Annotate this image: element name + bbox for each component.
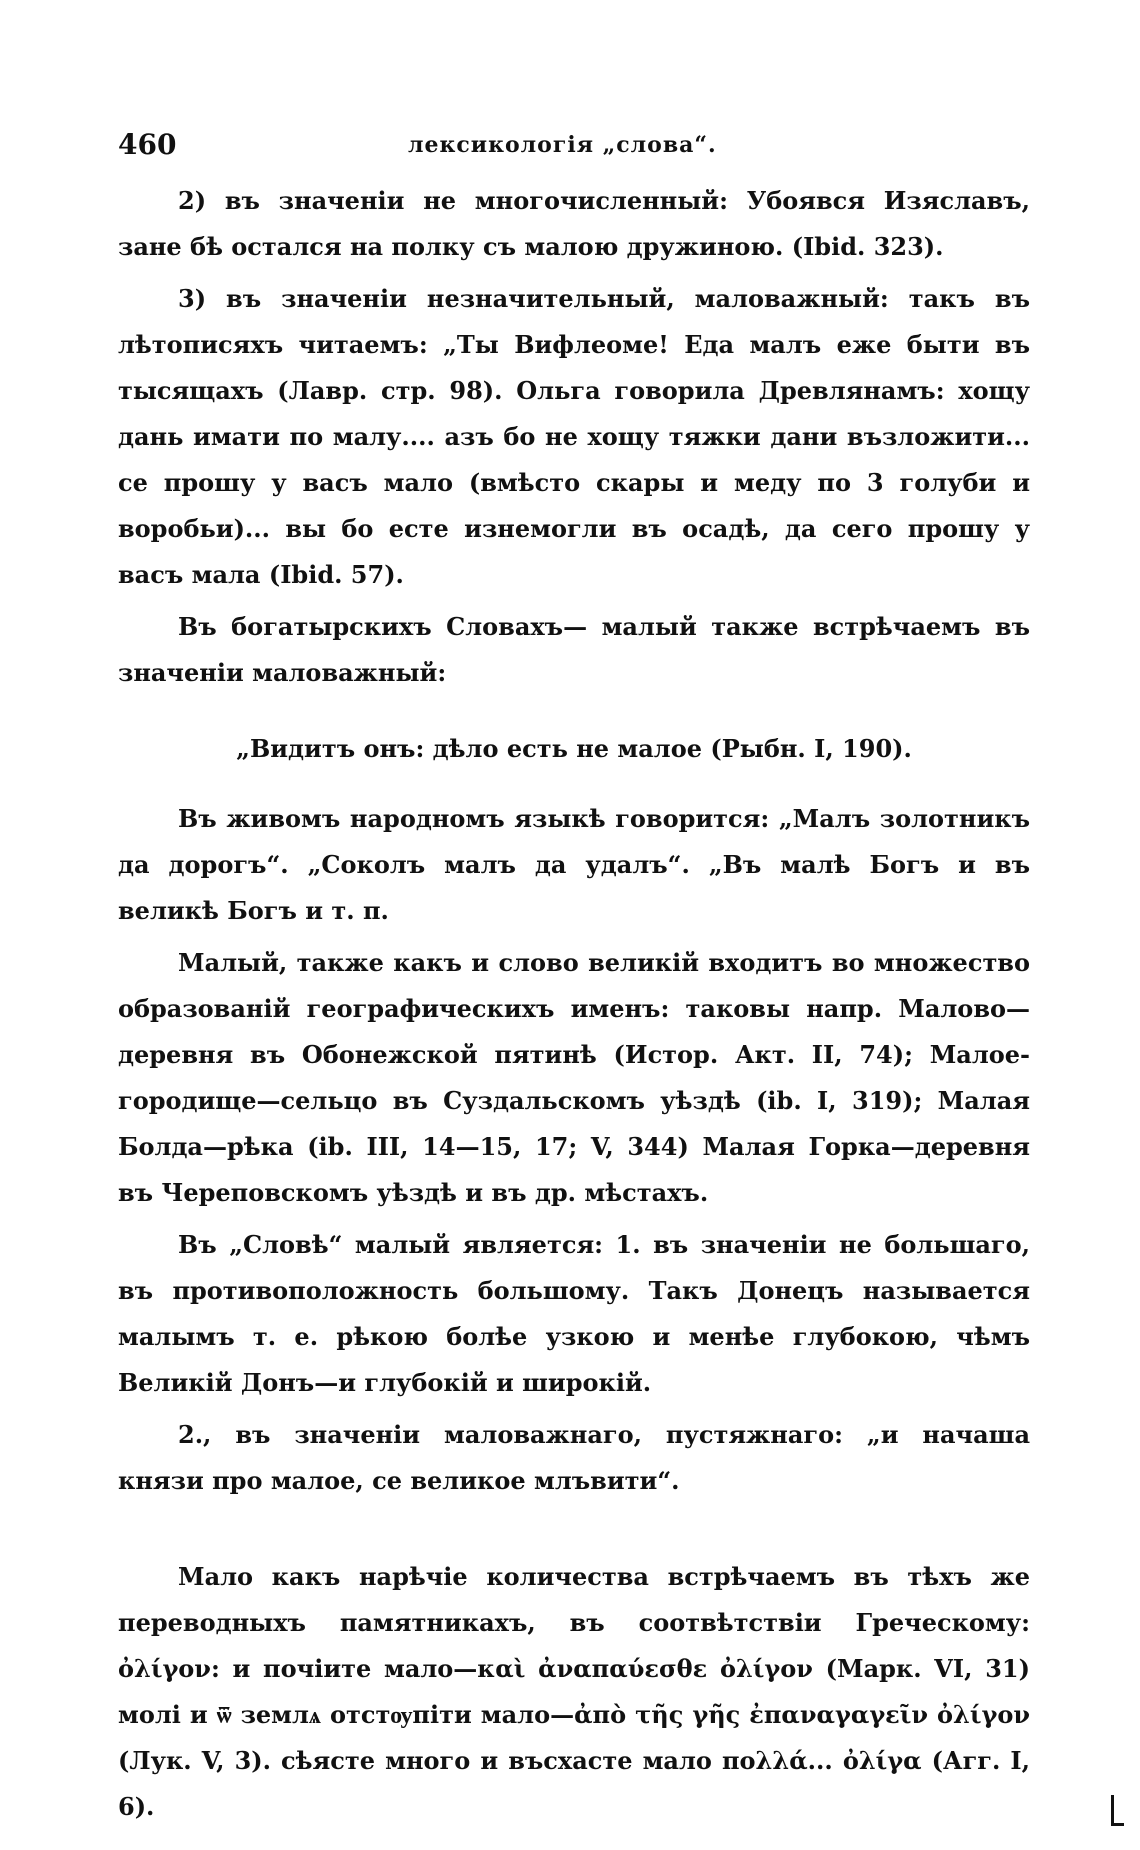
paragraph: Въ живомъ народномъ языкѣ говорится: „Малъ золотникъ да дорогъ“. „Соколъ малъ да удалъ“. „Въ малѣ Богъ и въ великѣ Богъ и т. п. [118, 804, 1030, 925]
page-body [118, 178, 1030, 1836]
paragraph: Малый, также какъ и слово великій входитъ во множество образованій географическихъ именъ: таковы напр. Малово—деревня въ Обонежской пятинѣ (Истор. Акт. II, 74); Малое-городище—сельцо въ Суздальскомъ уѣздѣ (ib. I, 319); Малая Болда—рѣка (ib. III, 14—15, 17; V, 344) Малая Горка—деревня въ Череповскомъ уѣздѣ и въ др. мѣстахъ. [118, 948, 1030, 1207]
quote-line: „Видитъ онъ: дѣло есть не малое (Рыбн. I, 190). [236, 734, 912, 763]
paragraph: 3) въ значеніи незначительный, маловажный: такъ въ лѣтописяхъ читаемъ: „Ты Вифлеоме! Еда малъ еже быти въ тысящахъ (Лавр. стр. 98). Ольга говорила Древлянамъ: хощу дань имати по малу.... азъ бо не хощу тяжки дани възложити... се прошу у васъ мало (вмѣсто скары и меду по 3 голуби и воробьи)... вы бо есте изнемогли въ осадѣ, да сего прошу у васъ мала (Ibid. 57). [118, 284, 1030, 589]
running-head: лексикологія „слова“. [408, 132, 717, 158]
paragraph: 2., въ значеніи маловажнаго, пустяжнаго: „и начаша князи про малое, се великое млъвити“. [118, 1420, 1030, 1495]
paragraph: 2) въ значеніи не многочисленный: Убоявся Изяславъ, зане бѣ остался на полку съ малою дружиною. (Ibid. 323). [118, 186, 1030, 261]
page-header [118, 128, 1030, 168]
paragraph: Въ „Словѣ“ малый является: 1. въ значеніи не большаго, въ противоположность большому. Такъ Донецъ называется малымъ т. е. рѣкою болѣе узкою и менѣе глубокою, чѣмъ Великій Донъ—и глубокій и широкій. [118, 1230, 1030, 1397]
paragraph: Мало какъ нарѣчіе количества встрѣчаемъ въ тѣхъ же переводныхъ памятникахъ, въ соотвѣтствіи Греческому: ὀλίγον: и почіите мало—καὶ ἀναπαύεσθε ὀλίγον (Марк. VI, 31) молі и ѿ землѧ отстѹпіти мало—ἀπὸ τῆς γῆς ἐπαναγαγεῖν ὀλίγον (Лук. V, 3). сѣясте много и въсхасте мало πολλά... ὀλίγα (Агг. I, 6). [118, 1562, 1030, 1821]
paragraph: Въ богатырскихъ Словахъ— малый также встрѣчаемъ въ значеніи маловажный: [118, 612, 1030, 687]
section-gap [118, 1510, 1030, 1554]
corner-mark [1111, 1795, 1124, 1826]
page-number: 460 [118, 128, 177, 161]
